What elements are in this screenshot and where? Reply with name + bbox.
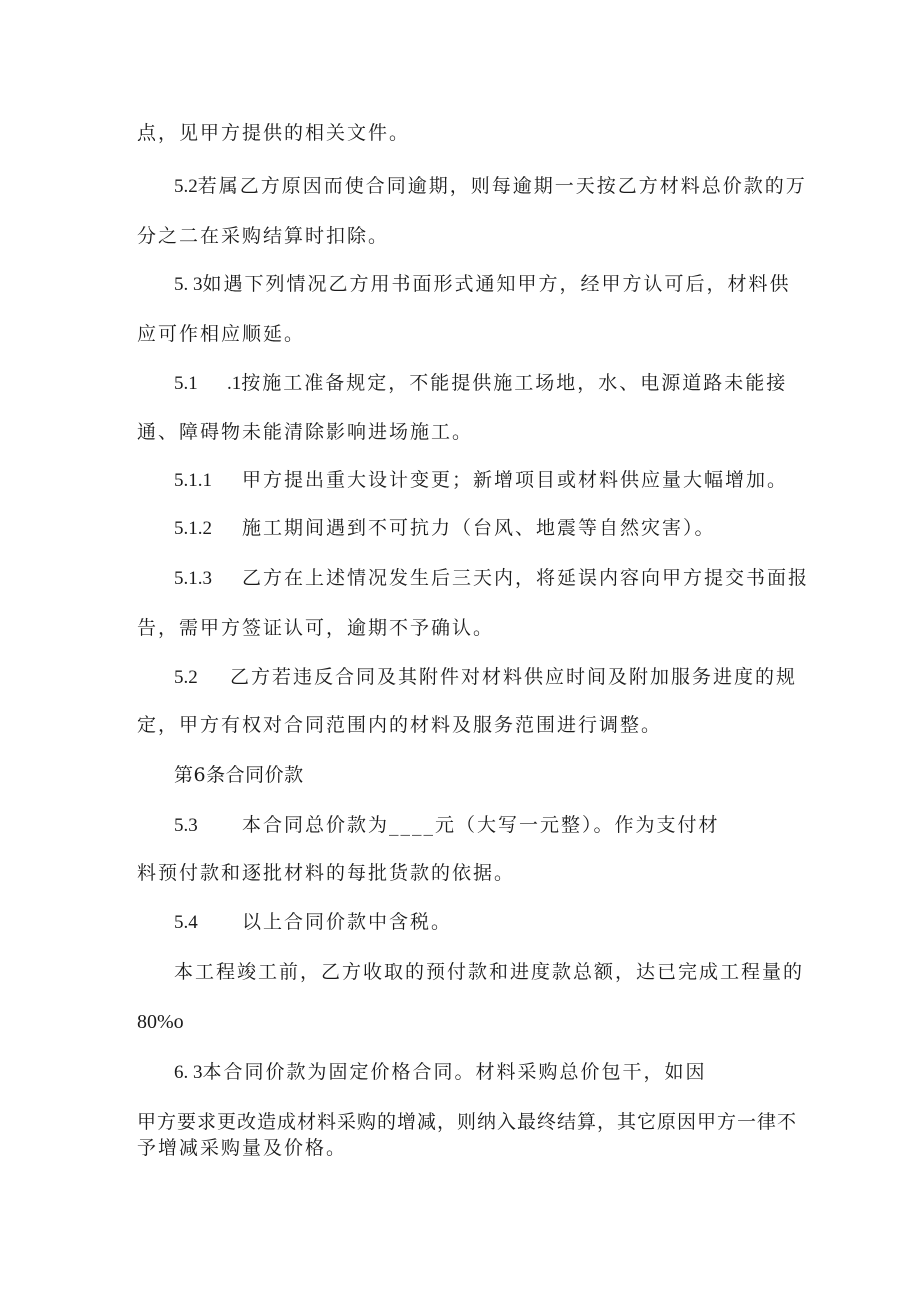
- line-text: 以上合同价款中含税。: [242, 911, 453, 933]
- clause-6-3-line-3: [137, 1136, 347, 1160]
- clause-number: 5.2: [174, 667, 198, 688]
- article-number: 第6: [174, 764, 207, 786]
- clause-number: 5.1: [174, 373, 198, 394]
- line-text: 甲方提出重大设计变更；新增项目或材料供应量大幅增加。: [242, 469, 789, 491]
- clause-5-1-1-line-1: [174, 371, 787, 396]
- clause-5-3b-line-2: [137, 861, 515, 885]
- clause-5-3-line-1: [174, 272, 791, 297]
- line-text: 通、障碍物未能清除影响进场施工。: [137, 421, 474, 443]
- line-text: 本合同价款为固定价格合同。材料采购总价包干，如因: [202, 1061, 707, 1083]
- clause-number: 5.2: [174, 176, 198, 197]
- line-text: 告，需甲方签证认可，逾期不予确认。: [137, 617, 495, 639]
- clause-5-2-line-2: [137, 224, 389, 248]
- completion-clause-line-2: [137, 1010, 184, 1034]
- line-text: 本合同总价款为____元（大写一元整）。作为支付材: [242, 814, 720, 836]
- clause-5-2b-line-2: [137, 713, 662, 737]
- line-text: 分之二在采购结算时扣除。: [137, 225, 390, 247]
- completion-clause-line-1: [174, 960, 804, 984]
- clause-6-3-line-1: [174, 1060, 707, 1085]
- clause-5-1-3-line-1: [174, 566, 809, 591]
- clause-5-1-3-line-2: [137, 616, 494, 640]
- line-text: 施工期间遇到不可抗力（台风、地震等自然灾害）。: [242, 517, 716, 539]
- line-text: 定，甲方有权对合同范围内的材料及服务范围进行调整。: [137, 714, 663, 736]
- line-text: 80%o: [137, 1011, 184, 1033]
- line-text: 应可作相应顺延。: [137, 323, 306, 345]
- clause-5-3-line-2: [137, 322, 305, 346]
- clause-5-1-2: [174, 516, 716, 541]
- line-text: 本工程竣工前，乙方收取的预付款和进度款总额，达已完成工程量的: [174, 961, 805, 983]
- clause-number: 5.3: [174, 815, 198, 836]
- clause-number: 6. 3: [174, 1062, 203, 1083]
- line-text: 甲方要求更改造成材料采购的增减，则纳入最终结算，其它原因甲方一律不: [137, 1111, 798, 1133]
- heading-text: 条合同价款: [206, 764, 304, 786]
- clause-5-4: [174, 910, 452, 935]
- line-text: 予增减采购量及价格。: [137, 1137, 348, 1159]
- clause-6-3-line-2: [137, 1110, 797, 1134]
- clause-5-1-1-line-2: [137, 420, 473, 444]
- clause-number: 5.1.1: [174, 470, 212, 491]
- line-text: 点，见甲方提供的相关文件。: [137, 122, 411, 144]
- clause-5-3b-line-1: [174, 813, 720, 838]
- clause-number: 5.1.3: [174, 568, 212, 589]
- clause-5-1-1b: [174, 468, 788, 493]
- line-text: 若属乙方原因而使合同逾期，则每逾期一天按乙方材料总价款的万: [197, 175, 807, 197]
- clause-5-2-line-1: [174, 174, 807, 199]
- clause-5-2b-line-1: [174, 665, 797, 690]
- line-text: 乙方若违反合同及其附件对材料供应时间及附加服务进度的规: [230, 666, 798, 688]
- line-text: 乙方在上述情况发生后三天内，将延误内容向甲方提交书面报: [242, 567, 810, 589]
- line-text: 如遇下列情况乙方用书面形式通知甲方，经甲方认可后，材料供: [202, 273, 791, 295]
- clause-number: 5. 3: [174, 274, 203, 295]
- clause-number: 5.4: [174, 912, 198, 933]
- line-text: 按施工准备规定，不能提供施工场地，水、电源道路未能接: [241, 372, 788, 394]
- clause-subnumber: .1: [227, 373, 242, 394]
- line-text: 料预付款和逐批材料的每批货款的依据。: [137, 862, 516, 884]
- article-6-heading: [174, 763, 304, 787]
- clause-number: 5.1.2: [174, 518, 212, 539]
- text-line-1: [137, 121, 410, 145]
